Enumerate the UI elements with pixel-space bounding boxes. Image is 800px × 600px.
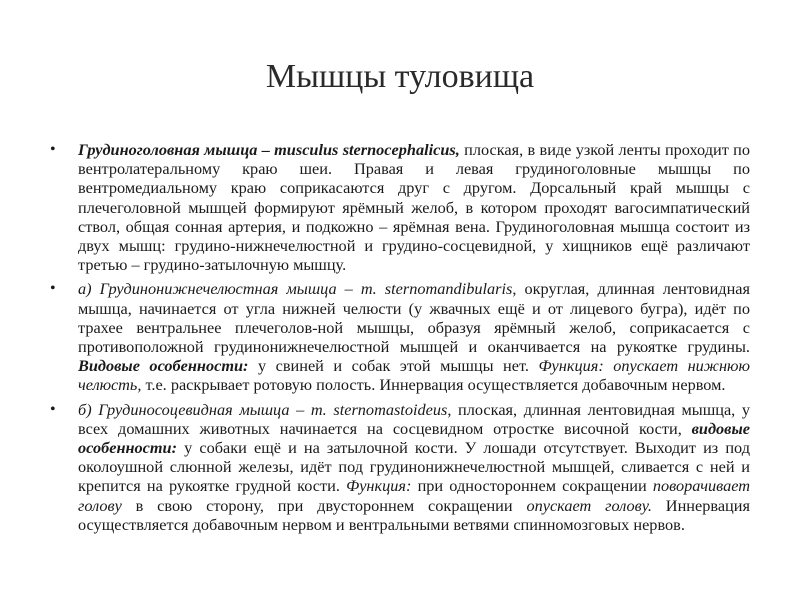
bullet-segment: , округлая, длинная лентовидная мышца, начинается от угла нижней челюсти (у жвачных ещё и от лицевого бугра), идёт по трахее вентральнее плечеголов-ной мышцы, образуя ярёмный желоб, соприкасается с противоположной грудинонижнечелюстной мышцей и оканчивается на рукоятке грудины. (78, 279, 751, 357)
bullet-segment: поворачивает голову (78, 476, 750, 515)
bullet-text (78, 400, 750, 534)
bullet-item-sternomastoideus (50, 400, 750, 534)
bullet-segment: , плоская, длинная лентовидная мышца, у всех домашних животных начинается на сосцевидном отростке височной кости, (78, 399, 751, 438)
bullet-text (78, 279, 750, 394)
bullet-text (78, 140, 750, 274)
bullet-segment: у свиней и собак этой мышцы нет. (248, 356, 539, 376)
slide-title: Мышцы туловища (265, 58, 535, 95)
bullet-segment: Грудиноголовная мышца – musculus sternocephalicus, (78, 140, 460, 159)
bullet-marker: • (50, 280, 56, 298)
bullet-segment: Функция: опускает нижнюю челюсть, (78, 356, 750, 395)
bullet-segment: Видовые особенности: (78, 356, 249, 376)
bullet-list (50, 140, 750, 539)
bullet-marker: • (50, 141, 56, 158)
bullet-marker: • (50, 400, 56, 418)
bullet-segment: при одностороннем сокращении (411, 476, 653, 496)
bullet-segment: в свою сторону, при двустороннем сокращении (121, 495, 527, 515)
bullet-segment: видовые особенности: (78, 418, 750, 458)
bullet-segment: опускает голову. (526, 495, 652, 515)
bullet-segment: Функция: (346, 476, 412, 496)
bullet-segment: у собаки ещё и на затылочной кости. У лошади отсутствует. Выходит из под околоушной слюнной железы, идёт под грудинонижнечелюстной мышцей, сливается с ней и крепится на рукоятке грудной кости. (78, 438, 750, 496)
bullet-segment: а) Грудинонижнечелюстная мышца – m. sternomandibularis (78, 279, 513, 299)
bullet-item-sternocephalicus (50, 140, 750, 274)
bullet-segment: т.е. раскрывает ротовую полость. Иннервация осуществляется добавочным нервом. (141, 375, 726, 395)
bullet-segment: б) Грудиносоцевидная мышца – m. sternomastoideus (78, 399, 448, 419)
bullet-item-sternomandibularis (50, 279, 750, 394)
bullet-segment: Иннервация осуществляется добавочным нервом и вентральными ветвями спинномозговых нервов. (78, 495, 750, 534)
bullet-segment: плоская, в виде узкой ленты проходит по вентролатеральному краю шеи. Правая и левая грудиноголовные мышцы по вентромедиальному краю соприкасаются друг с другом. Дорсальный край мышцы с плечеголовной мышцей формируют ярёмный желоб, в котором проходят вагосимпатический ствол, общая сонная артерия, и подкожно – ярёмная вена. Грудиноголовная мышца состоит из двух мышц: грудино-нижнечелюстной и грудино-сосцевидной, у хищников ещё различают третью – грудино-затылочную мышцу. (78, 140, 750, 275)
